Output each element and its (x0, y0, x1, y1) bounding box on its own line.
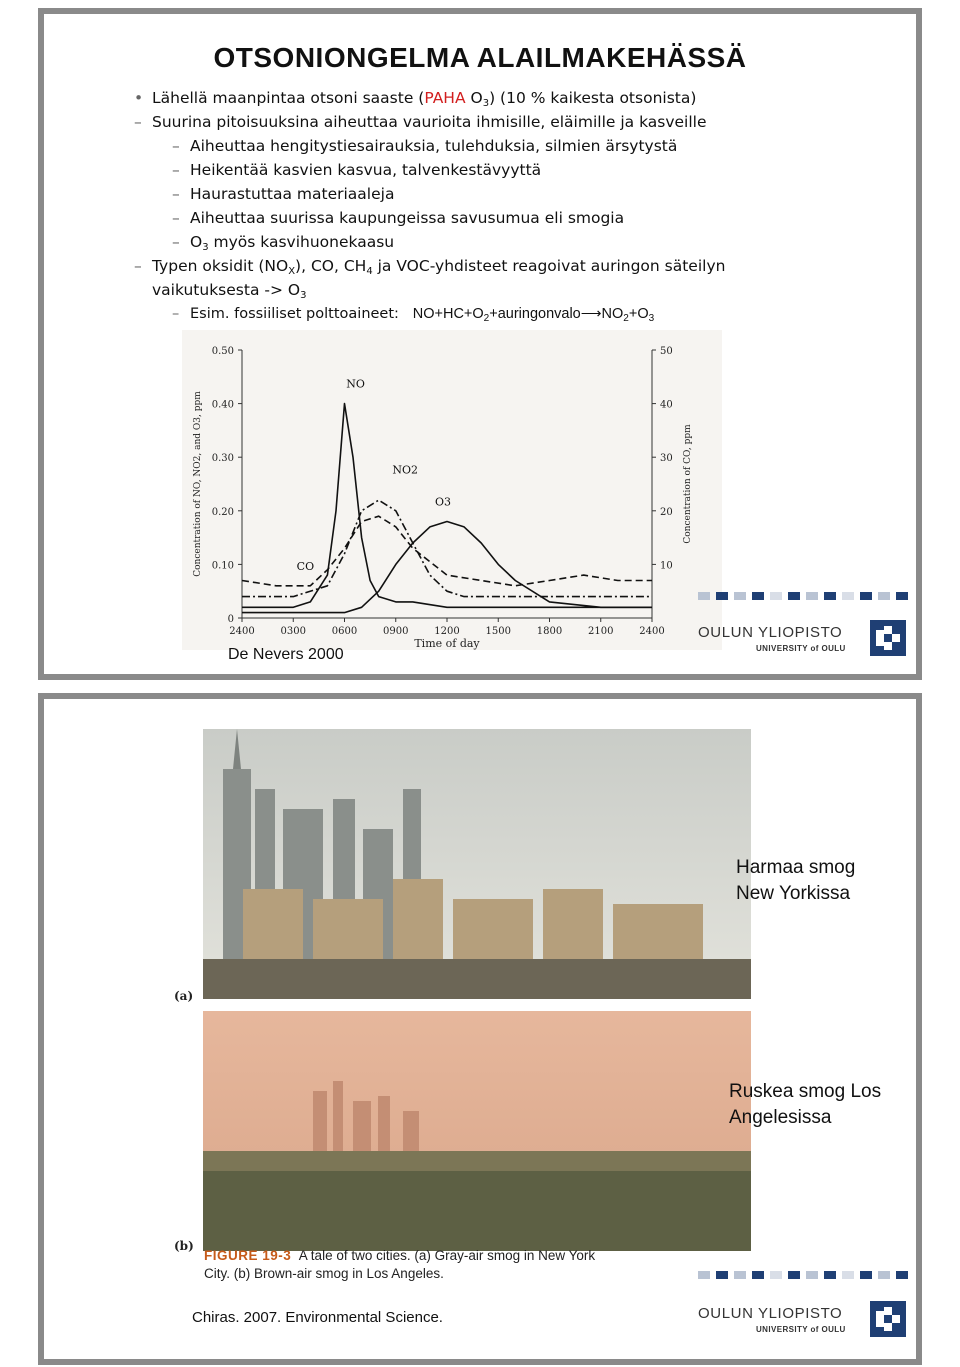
y-right-tick-label: 20 (660, 506, 673, 518)
series-label-no: NO (346, 377, 365, 391)
y-left-tick-label: 0.30 (211, 453, 234, 465)
university-logo (698, 618, 908, 658)
bullet-example-fossil: – Esim. fossiiliset polttoaineet: $NO+HC+O_2+auringonvalo⟶NO_2+O_3$ (104, 302, 884, 326)
y-axis-right-label: Concentration of CO, ppm (683, 424, 693, 544)
slide-smog-photos (38, 693, 922, 1365)
x-tick-label: 0600 (331, 626, 358, 637)
y-left-tick-label: 0.20 (211, 506, 234, 518)
bullet-smog: – Aiheuttaa suurissa kaupungeissa savusumua eli smogia (104, 206, 884, 230)
bullet-list (104, 86, 884, 326)
series-line-no2 (242, 500, 652, 596)
x-axis-label: Time of day (414, 637, 480, 650)
y-left-tick-label: 0.40 (211, 399, 234, 411)
x-tick-label: 2400 (639, 626, 665, 637)
logo-subtitle: UNIVERSITY of OULU (756, 644, 846, 653)
label-b: (b) (174, 1239, 194, 1253)
los-angeles-smog-photo (163, 1011, 751, 1251)
logo-name: OULUN YLIOPISTO (698, 624, 843, 641)
chart-svg (182, 330, 722, 650)
y-right-tick-label: 30 (660, 453, 673, 465)
bullet-damage: – Suurina pitoisuuksina aiheuttaa vaurioita ihmisille, eläimille ja kasveille (104, 110, 884, 134)
y-left-tick-label: 0.10 (211, 560, 234, 572)
series-label-co: CO (296, 559, 315, 573)
decorative-pixel-row-2 (698, 1271, 908, 1279)
bullet-plants: – Heikentää kasvien kasvua, talvenkestävyyttä (104, 158, 884, 182)
logo-subtitle: UNIVERSITY of OULU (756, 1325, 846, 1334)
arrow-right-icon: ⟶ (580, 306, 602, 322)
bad-ozone-label: PAHA (424, 89, 466, 107)
x-tick-label: 2100 (588, 626, 614, 637)
y-axis-left-label: Concentration of NO, NO2, and O3, ppm (193, 391, 203, 577)
bullet-respiratory: – Aiheuttaa hengitystiesairauksia, tulehduksia, silmien ärsytystä (104, 134, 884, 158)
university-logo-2 (698, 1299, 908, 1339)
y-right-tick-label: 40 (660, 399, 673, 411)
figure-number: FIGURE 19-3 (204, 1248, 292, 1263)
decorative-pixel-row (698, 592, 908, 600)
label-a: (a) (174, 989, 194, 1003)
y-left-tick-label: 0 (227, 614, 234, 625)
y-right-tick-label: 50 (660, 346, 673, 357)
bullet-materials: – Haurastuttaa materiaaleja (104, 182, 884, 206)
pollutant-concentration-chart (182, 330, 722, 650)
chart-source-caption: De Nevers 2000 (228, 646, 344, 663)
university-logo-icon (868, 1299, 908, 1339)
figure-caption: FIGURE 19-3 A tale of two cities. (a) Gray-air smog in New York City. (b) Brown-air smog in Los Angeles. (204, 1248, 596, 1281)
series-line-co (242, 516, 652, 586)
x-tick-label: 1500 (485, 626, 511, 637)
x-tick-label: 1200 (434, 626, 460, 637)
y-right-tick-label: 10 (660, 560, 673, 572)
slide-ozone-problem (38, 8, 922, 680)
bullet-ozone-surface: • Lähellä maanpintaa otsoni saaste (PAHA $O_3$) (10 % kaikesta otsonista) (104, 86, 884, 110)
bullet-greenhouse: – $O_3$ myös kasvihuonekaasu (104, 230, 884, 254)
new-york-smog-photo (163, 729, 751, 999)
y-left-tick-label: 0.50 (211, 346, 234, 357)
logo-name: OULUN YLIOPISTO (698, 1305, 843, 1322)
x-tick-label: 2400 (229, 626, 255, 637)
x-tick-label: 0900 (383, 626, 409, 637)
series-label-o3: O3 (435, 495, 452, 509)
caption-los-angeles: Ruskea smog Los Angelesissa (729, 1081, 882, 1128)
university-logo-icon (868, 618, 908, 658)
bullet-nitrogen-oxides: – Typen oksidit $(NO_X)$, CO, $CH_4$ ja VOC-yhdisteet reagoivat auringon säteilyn vaikutuksesta -> $O_3$ (104, 254, 884, 302)
x-tick-label: 1800 (536, 626, 563, 637)
source-credit: Chiras. 2007. Environmental Science. (192, 1309, 443, 1326)
x-tick-label: 0300 (280, 626, 306, 637)
series-label-no2: NO2 (392, 463, 418, 477)
slide-title: OTSONIONGELMA ALAILMAKEHÄSSÄ (213, 42, 747, 73)
caption-new-york: Harmaa smog New Yorkissa (736, 857, 856, 904)
